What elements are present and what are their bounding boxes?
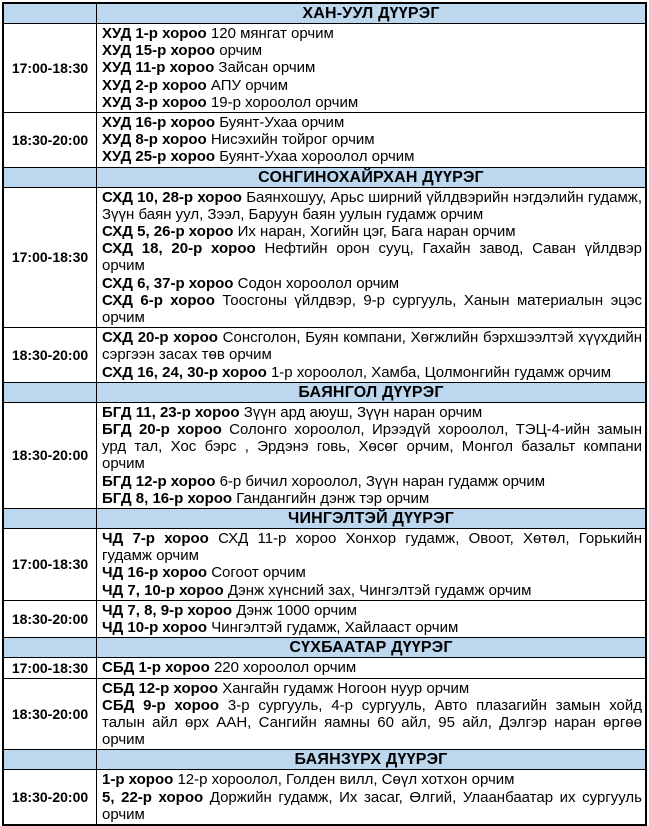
area-text: Буянт-Ухаа хороолол орчим bbox=[219, 148, 415, 166]
area-text: Чингэлтэй гудамж, Хайлааст орчим bbox=[211, 619, 459, 637]
district-header-row bbox=[3, 3, 646, 24]
district-header-title: ХАН-УУЛ ДҮҮРЭГ bbox=[97, 3, 647, 24]
khoroo-label: ХУД 15-р хороо bbox=[102, 42, 216, 60]
time-slot: 18:30-20:00 bbox=[3, 600, 97, 637]
khoroo-list bbox=[97, 770, 647, 825]
area-text: 6-р бичил хороолол, Зүүн наран гудамж орчим bbox=[219, 472, 546, 490]
district-header-title: БАЯНГОЛ ДҮҮРЭГ bbox=[97, 382, 647, 402]
khoroo-entry bbox=[102, 77, 642, 94]
area-text: орчим bbox=[219, 42, 263, 60]
khoroo-entry bbox=[102, 131, 642, 148]
area-text: Зайсан орчим bbox=[218, 59, 316, 77]
khoroo-label: ЧД 7, 8, 9-р хороо bbox=[102, 601, 233, 619]
area-text: Нефтийн орон сууц, Гахайн завод, Саван үйлдвэр орчим bbox=[102, 240, 642, 275]
district-header-title: БАЯНЗҮРХ ДҮҮРЭГ bbox=[97, 750, 647, 770]
khoroo-entry bbox=[102, 659, 642, 676]
district-header-title: ЧИНГЭЛТЭЙ ДҮҮРЭГ bbox=[97, 509, 647, 529]
time-slot: 17:00-18:30 bbox=[3, 658, 97, 678]
khoroo-list bbox=[97, 328, 647, 383]
district-header-title: СОНГИНОХАЙРХАН ДҮҮРЭГ bbox=[97, 167, 647, 187]
khoroo-label: ХУД 8-р хороо bbox=[102, 131, 207, 149]
khoroo-list bbox=[97, 187, 647, 328]
khoroo-label: ХУД 11-р хороо bbox=[102, 59, 215, 77]
khoroo-entry bbox=[102, 189, 642, 223]
khoroo-entry bbox=[102, 148, 642, 165]
khoroo-label: СХД 6, 37-р хороо bbox=[102, 274, 234, 292]
district-header-row bbox=[3, 638, 646, 658]
area-text: Тоосгоны үйлдвэр, 9-р сургууль, Ханын материалын эцэс орчим bbox=[102, 291, 642, 327]
district-header-spacer bbox=[3, 382, 97, 402]
khoroo-entry bbox=[102, 697, 642, 749]
schedule-body bbox=[3, 3, 646, 825]
khoroo-list bbox=[97, 529, 647, 601]
area-text: Нисэхийн тойрог орчим bbox=[210, 131, 375, 149]
time-slot: 18:30-20:00 bbox=[3, 113, 97, 168]
district-header-spacer bbox=[3, 3, 97, 24]
khoroo-label: ЧД 7, 10-р хороо bbox=[102, 581, 224, 599]
area-text: АПУ орчим bbox=[210, 76, 289, 94]
khoroo-entry bbox=[102, 404, 642, 421]
schedule-row bbox=[3, 187, 646, 328]
khoroo-label: СХД 16, 24, 30-р хороо bbox=[102, 363, 267, 381]
khoroo-entry bbox=[102, 789, 642, 823]
district-header-spacer bbox=[3, 509, 97, 529]
area-text: Гандангийн дэнж тэр орчим bbox=[236, 489, 430, 507]
khoroo-list bbox=[97, 24, 647, 113]
khoroo-label: СХД 10, 28-р хороо bbox=[102, 188, 242, 206]
khoroo-entry bbox=[102, 329, 642, 363]
khoroo-label: БГД 8, 16-р хороо bbox=[102, 489, 233, 507]
area-text: Сонсголон, Буян компани, Хөгжлийн бэрхшээлтэй хүүхдийн сэргээн засах төв орчим bbox=[102, 329, 642, 364]
khoroo-label: СБД 9-р хороо bbox=[102, 696, 220, 714]
time-slot: 18:30-20:00 bbox=[3, 678, 97, 750]
khoroo-entry bbox=[102, 619, 642, 636]
area-text: Солонго хороолол, Ирээдүй хороолол, ТЭЦ-4-ийн замын урд тал, Хос бэрс , Эрдэнэ говь, Хөсөг орчим, Монгол базальт компани орчим bbox=[102, 421, 642, 473]
schedule-row bbox=[3, 402, 646, 508]
khoroo-entry bbox=[102, 564, 642, 581]
khoroo-label: СХД 6-р хороо bbox=[102, 291, 215, 309]
khoroo-entry bbox=[102, 275, 642, 292]
khoroo-label: БГД 20-р хороо bbox=[102, 421, 222, 439]
area-text: Дэнж хүнсний зах, Чингэлтэй гудамж орчим bbox=[227, 581, 532, 599]
area-text: Их наран, Хогийн цэг, Бага наран орчим bbox=[237, 223, 516, 241]
khoroo-entry bbox=[102, 490, 642, 507]
time-slot: 17:00-18:30 bbox=[3, 529, 97, 601]
khoroo-list bbox=[97, 113, 647, 168]
time-slot: 18:30-20:00 bbox=[3, 328, 97, 383]
khoroo-label: ЧД 10-р хороо bbox=[102, 619, 208, 637]
area-text: Зүүн ард аюуш, Зүүн наран орчим bbox=[243, 403, 483, 421]
khoroo-label: ХУД 1-р хороо bbox=[102, 25, 207, 42]
khoroo-label: ХУД 16-р хороо bbox=[102, 114, 216, 132]
area-text: Баянхошуу, Арьс ширний үйлдвэрийн нэгдэлийн гудамж, Зүүн баян уул, Зээл, Баруун баян уулын гудамж орчим bbox=[102, 188, 642, 223]
khoroo-label: 5, 22-р хороо bbox=[102, 788, 204, 806]
khoroo-entry bbox=[102, 114, 642, 131]
time-slot: 18:30-20:00 bbox=[3, 770, 97, 825]
area-text: 3-р сургууль, 4-р сургууль, Авто плазагийн замын хойд талын айл өрх ААН, Сангийн яамны 60 айл, 95 айл, Дэлгэр наран өргөө орчим bbox=[102, 696, 642, 749]
district-header-spacer bbox=[3, 167, 97, 187]
area-text: СХД 11-р хороо Хонхор гудамж, Овоот, Хөтөл, Горькийн гудамж орчим bbox=[102, 530, 642, 565]
khoroo-entry bbox=[102, 473, 642, 490]
schedule-row bbox=[3, 113, 646, 168]
khoroo-label: СБД 1-р хороо bbox=[102, 659, 210, 677]
khoroo-label: СХД 20-р хороо bbox=[102, 329, 218, 347]
area-text: 1-р хороолол, Хамба, Цолмонгийн гудамж орчим bbox=[270, 363, 612, 381]
schedule-row bbox=[3, 658, 646, 678]
khoroo-entry bbox=[102, 94, 642, 111]
khoroo-entry bbox=[102, 771, 642, 788]
khoroo-list bbox=[97, 678, 647, 750]
khoroo-entry bbox=[102, 292, 642, 326]
district-header-row bbox=[3, 509, 646, 529]
area-text: 220 хороолол орчим bbox=[213, 659, 357, 677]
outage-schedule-table bbox=[2, 2, 647, 826]
area-text: 120 мянгат орчим bbox=[210, 25, 334, 42]
district-header-row bbox=[3, 167, 646, 187]
time-slot: 17:00-18:30 bbox=[3, 187, 97, 328]
khoroo-label: СХД 18, 20-р хороо bbox=[102, 240, 256, 258]
khoroo-entry bbox=[102, 364, 642, 381]
area-text: Дэнж 1000 орчим bbox=[236, 601, 357, 619]
area-text: Согоот орчим bbox=[211, 564, 306, 582]
district-header-spacer bbox=[3, 750, 97, 770]
khoroo-label: ХУД 2-р хороо bbox=[102, 76, 207, 94]
area-text: 12-р хороолол, Голден вилл, Сөүл хотхон орчим bbox=[177, 771, 515, 789]
time-slot: 18:30-20:00 bbox=[3, 402, 97, 508]
khoroo-entry bbox=[102, 240, 642, 274]
khoroo-label: 1-р хороо bbox=[102, 771, 174, 789]
district-header-title: СҮХБААТАР ДҮҮРЭГ bbox=[97, 638, 647, 658]
district-header-spacer bbox=[3, 638, 97, 658]
khoroo-entry bbox=[102, 421, 642, 473]
khoroo-entry bbox=[102, 530, 642, 564]
khoroo-list bbox=[97, 658, 647, 678]
district-header-row bbox=[3, 750, 646, 770]
khoroo-list bbox=[97, 402, 647, 508]
khoroo-label: СХД 5, 26-р хороо bbox=[102, 223, 234, 241]
khoroo-label: СБД 12-р хороо bbox=[102, 679, 219, 697]
area-text: 19-р хороолол орчим bbox=[210, 93, 359, 111]
area-text: Содон хороолол орчим bbox=[237, 274, 400, 292]
khoroo-entry bbox=[102, 59, 642, 76]
khoroo-entry bbox=[102, 602, 642, 619]
khoroo-label: ЧД 16-р хороо bbox=[102, 564, 208, 582]
area-text: Хангайн гудамж Ногоон нуур орчим bbox=[222, 679, 470, 697]
schedule-row bbox=[3, 770, 646, 825]
schedule-row bbox=[3, 24, 646, 113]
khoroo-label: БГД 11, 23-р хороо bbox=[102, 403, 240, 421]
khoroo-label: БГД 12-р хороо bbox=[102, 472, 216, 490]
area-text: Буянт-Ухаа орчим bbox=[219, 114, 345, 132]
khoroo-label: ХУД 3-р хороо bbox=[102, 93, 207, 111]
schedule-row bbox=[3, 600, 646, 637]
khoroo-entry bbox=[102, 42, 642, 59]
khoroo-entry bbox=[102, 582, 642, 599]
area-text: Доржийн гудамж, Их засаг, Өлгий, Улаанбаатар их сургууль орчим bbox=[102, 788, 642, 823]
district-header-row bbox=[3, 382, 646, 402]
schedule-row bbox=[3, 328, 646, 383]
khoroo-label: ХУД 25-р хороо bbox=[102, 148, 216, 166]
schedule-row bbox=[3, 678, 646, 750]
time-slot: 17:00-18:30 bbox=[3, 24, 97, 113]
schedule-row bbox=[3, 529, 646, 601]
khoroo-entry bbox=[102, 25, 642, 42]
khoroo-list bbox=[97, 600, 647, 637]
khoroo-label: ЧД 7-р хороо bbox=[102, 530, 209, 548]
khoroo-entry bbox=[102, 680, 642, 697]
khoroo-entry bbox=[102, 223, 642, 240]
